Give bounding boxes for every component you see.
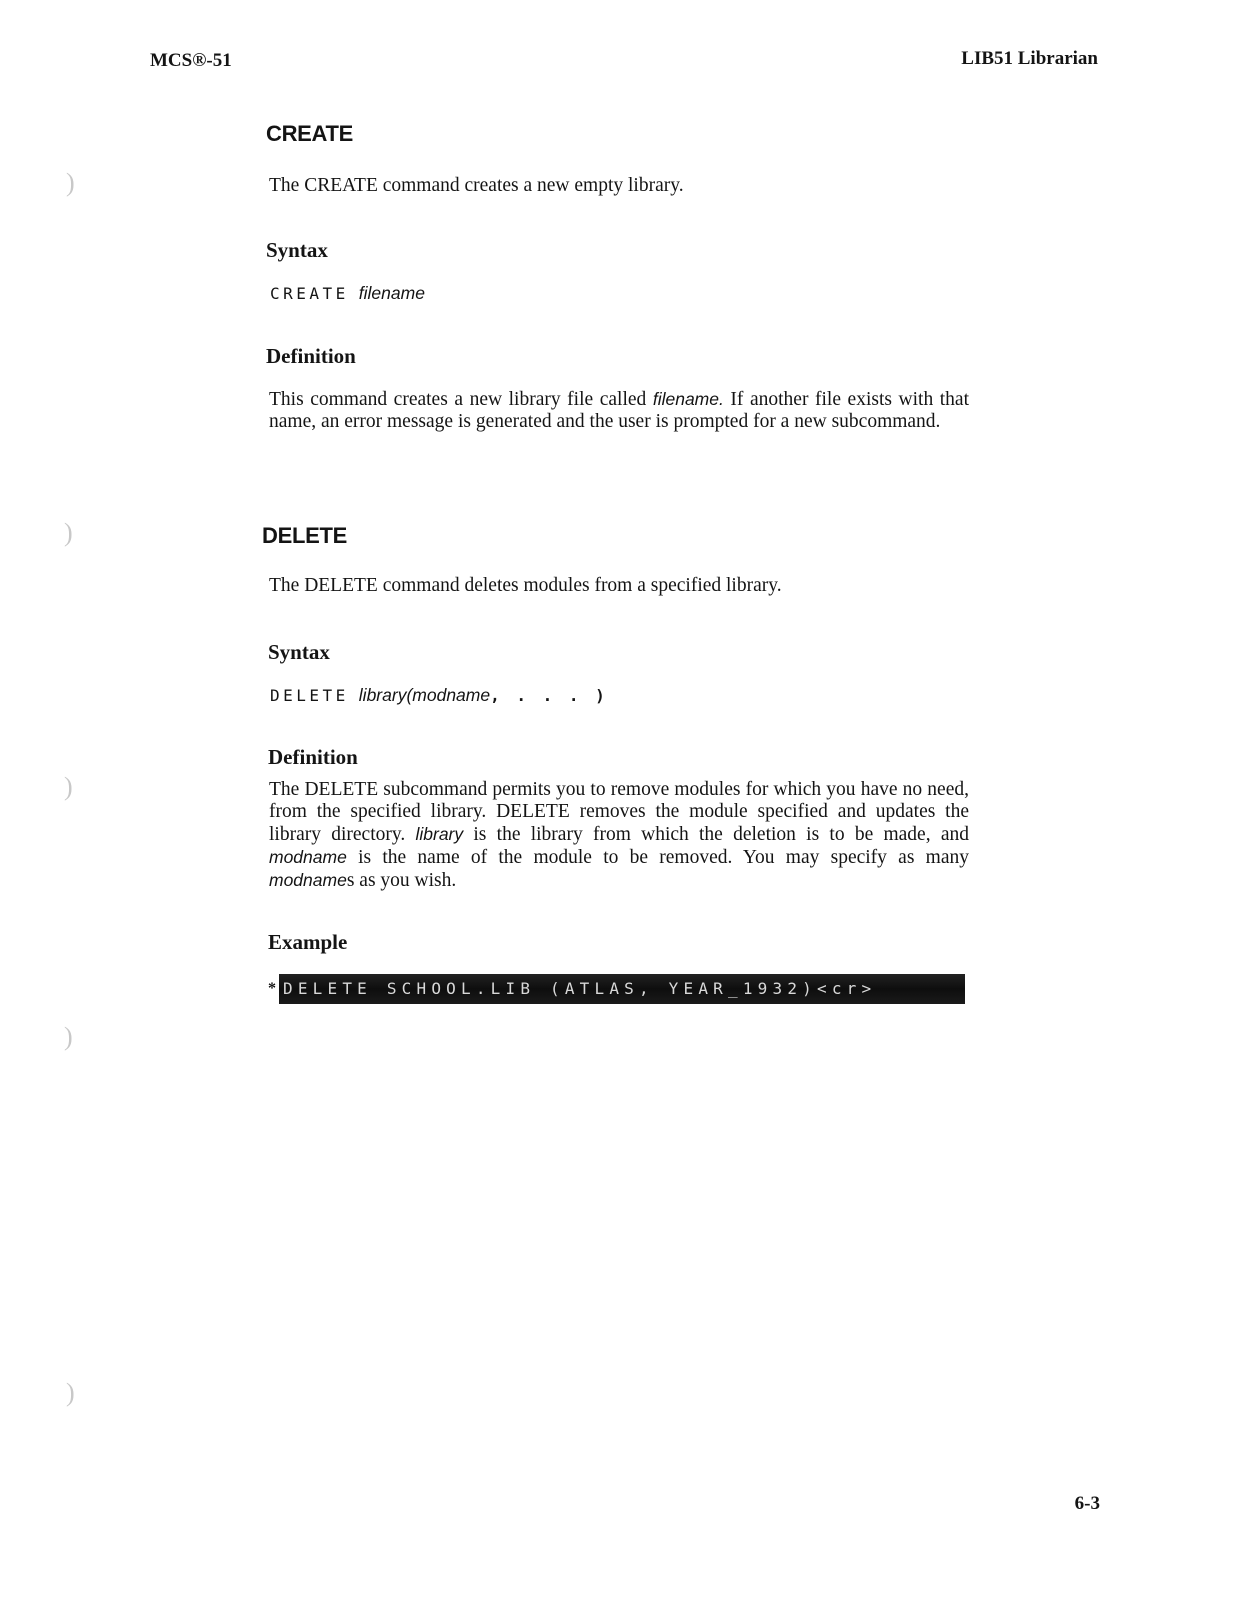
running-header-right: LIB51 Librarian (961, 48, 1098, 69)
delete-syntax-param-modname: modname (412, 685, 491, 705)
definition-text: This command creates a new library file called (269, 389, 653, 410)
create-definition (269, 388, 969, 433)
definition-text: If another file exists with that name, an error message is generated and the user is prompted for a new subcommand. (269, 389, 969, 432)
delete-syntax-heading: Syntax (268, 640, 330, 664)
example-prompt: * (268, 980, 276, 997)
definition-text: The DELETE subcommand permits you to remove modules for which you have no need, from the specified library. DELETE removes the module specified and updates the library directory. (269, 779, 969, 845)
create-syntax-heading: Syntax (266, 238, 328, 262)
create-definition-heading: Definition (266, 344, 356, 368)
binder-hole-mark: ) (66, 168, 75, 197)
create-syntax-param: filename (358, 283, 425, 303)
delete-intro: The DELETE command deletes modules from a specified library. (269, 575, 782, 596)
definition-param-library: library (415, 824, 464, 844)
create-syntax-line (270, 283, 425, 304)
definition-text: is the library from which the deletion is to be made, and (463, 824, 969, 845)
binder-hole-mark: ) (64, 518, 73, 547)
delete-syntax-param-library: library( (358, 685, 413, 705)
definition-param-filename: filename. (652, 389, 724, 409)
delete-section-title: DELETE (262, 523, 347, 548)
delete-syntax-line (270, 685, 608, 706)
example-command-bar: DELETE SCHOOL.LIB (ATLAS, YEAR_1932)<cr> (279, 974, 965, 1004)
create-section-title: CREATE (266, 121, 354, 146)
page-number: 6-3 (1074, 1493, 1100, 1514)
delete-definition-heading: Definition (268, 745, 358, 769)
definition-text: s as you wish. (346, 870, 457, 891)
definition-param-modname: modname (269, 847, 347, 867)
binder-hole-mark: ) (64, 772, 73, 801)
definition-text: is the name of the module to be removed. You may specify as many (346, 847, 969, 868)
definition-param-modnames: modname (269, 870, 347, 890)
delete-definition (269, 779, 969, 892)
binder-hole-mark: ) (66, 1378, 75, 1407)
create-intro: The CREATE command creates a new empty library. (269, 175, 684, 196)
delete-syntax-keyword: DELETE (270, 686, 349, 705)
running-header-left: MCS®-51 (150, 50, 232, 71)
create-syntax-keyword: CREATE (270, 284, 349, 303)
delete-syntax-tail: , . . . ) (490, 686, 609, 705)
binder-hole-mark: ) (64, 1022, 73, 1051)
delete-example-heading: Example (268, 930, 348, 954)
